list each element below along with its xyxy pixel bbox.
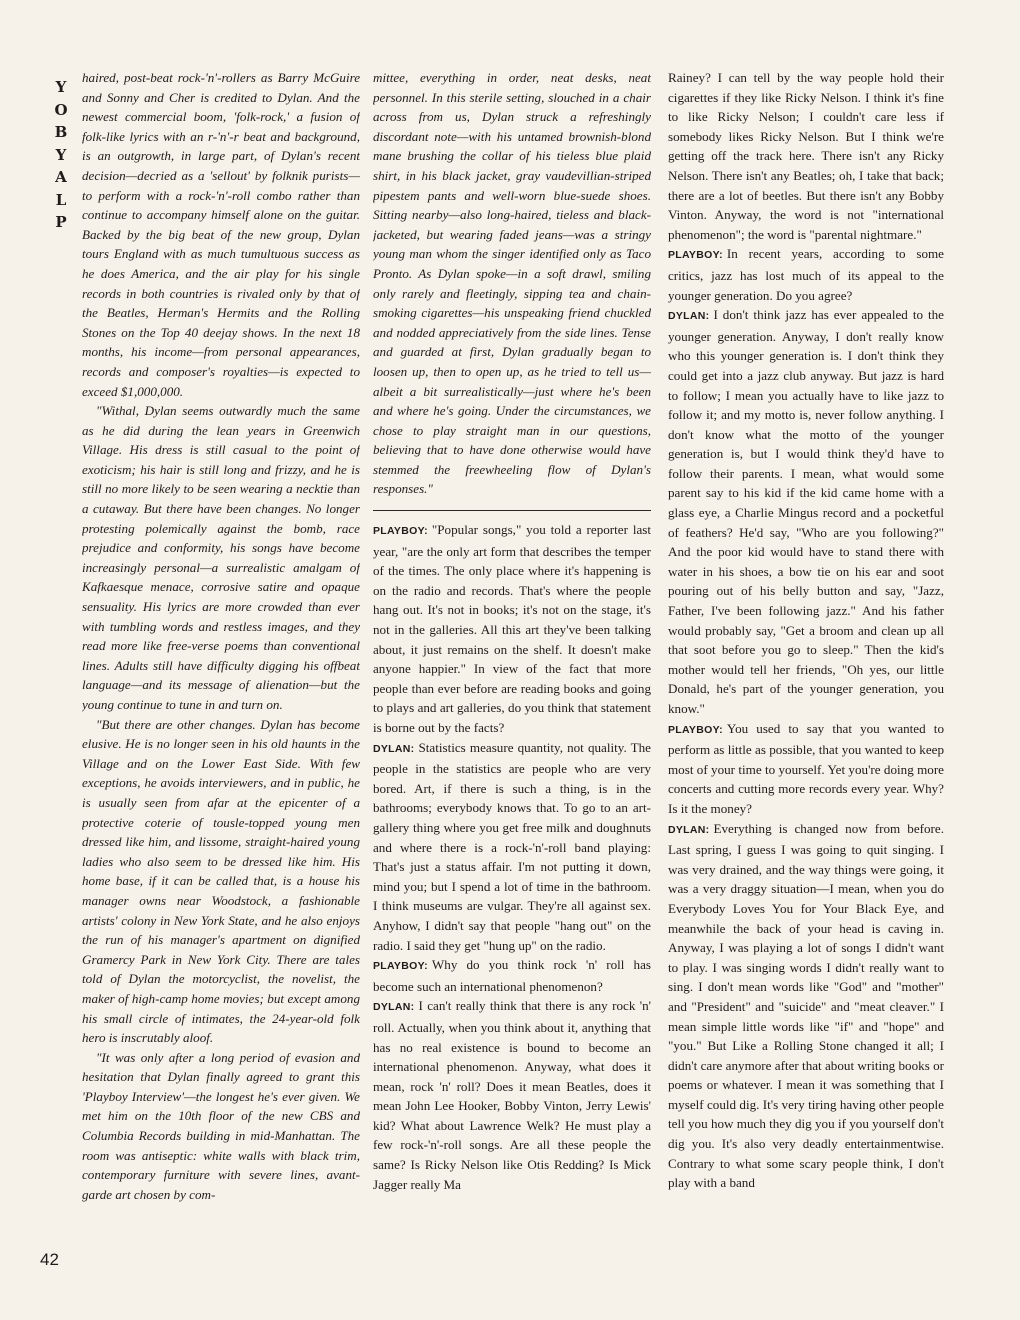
intro-paragraph: "Withal, Dylan seems outwardly much the same as he did during the lean years in Greenwich Village. His dress is still casual to the point of exoticism; his hair is still long and frizzy, and he is still no more likely to be seen wearing a necktie than a cutaway. But there have been changes. No longer protesting polemically against the bomb, race prejudice and conformity, his songs have become increasingly personal—a surrealistic amalgam of Kafkaesque menace, corrosive satire and opaque sensuality. His lyrics are more crowded than ever with tumbling words and restless images, and they read more like free-verse poems than conventional lines. Adults still have difficulty digging his offbeat language—and its message of alienation—but the young continue to tune in and turn on. bbox=[82, 403, 360, 712]
column-3 bbox=[668, 68, 944, 1268]
qa-entry bbox=[668, 719, 944, 819]
page-number: 42 bbox=[40, 1250, 59, 1269]
qa-text: In recent years, according to some critics, jazz has lost much of its appeal to the younger generation. Do you agree? bbox=[668, 246, 944, 303]
qa-text: Everything is changed now from before. Last spring, I guess I was going to quit singing. I was very drained, and the way things were going, it was a very draggy situation—I mean, when you do Everybody Loves You for Your Black Eye, and meanwhile the back of your head is caving in. Anyway, I was playing a lot of songs I didn't want to play. I was singing words I didn't really want to sing. I don't mean words like "God" and "mother" and "President" and "suicide" and "meat cleaver." I mean simple little words like "if" and "hope" and "you." But Like a Rolling Stone changed it all; I didn't care anymore after that about writing books or poems or whatever. I mean it was something that I myself could dig. It's very tiring having other people tell you how much they dig you if you yourself don't dig you. It's also very deadly entertainmentwise. Contrary to what some scary people think, I don't play with a band bbox=[668, 820, 944, 1191]
speaker-label: DYLAN: bbox=[373, 1001, 415, 1014]
qa-entry bbox=[668, 244, 944, 305]
qa-entry bbox=[373, 996, 651, 1194]
intro-paragraph: "But there are other changes. Dylan has become elusive. He is no longer seen in his old haunts in the Village and on the Lower East Side. With few exceptions, he avoids interviewers, and in public, he is usually seen from afar at the epicenter of a protective coterie of tousle-topped young men dressed like him, and lissome, straight-haired young ladies who also seem to be dressed like him. His home base, if it can be called that, is a house his manager owns near Woodstock, a fashionable artists' colony in New York State, and he also enjoys the run of his manager's apartment on dignified Gramercy Park in New York City. There are tales told of Dylan the motorcyclist, the novelist, the maker of high-camp home movies; but except among his small circle of intimates, the 24-year-old folk hero is inscrutably aloof. bbox=[82, 716, 360, 1046]
magazine-letter: L bbox=[55, 190, 67, 209]
qa-text: Statistics measure quantity, not quality. The people in the statistics are people who are very bored. Art, if there is such a thing, is in the bathrooms; everybody knows that. To go to an art-gallery thing where you get free milk and doughnuts and where there is a rock-'n'-roll band playing: That's just a status affair. I'm not putting it down, mind you; but I spend a lot of time in the bathroom. I think museums are vulgar. They're all against sex. Anyhow, I didn't say that people "hang out" on the radio. I said they get "hung up" on the radio. bbox=[373, 739, 651, 953]
speaker-label: DYLAN: bbox=[668, 823, 710, 836]
column-2 bbox=[373, 68, 651, 1268]
intro-paragraph: "It was only after a long period of evasion and hesitation that Dylan finally agreed to grant this 'Playboy Interview'—the longest he's ever given. We met him on the 10th floor of the new CBS and Columbia Records building in mid-Manhattan. The room was antiseptic: white walls with black trim, contemporary furniture with severe lines, avant-garde art chosen by com- bbox=[82, 1049, 360, 1202]
magazine-letter: Y bbox=[55, 78, 67, 96]
magazine-letter: P bbox=[55, 213, 67, 231]
section-divider bbox=[373, 510, 651, 511]
magazine-name-vertical bbox=[44, 76, 78, 234]
speaker-label: PLAYBOY: bbox=[668, 723, 723, 736]
magazine-letter: B bbox=[54, 123, 68, 141]
qa-text: I can't really think that there is any rock 'n' roll. Actually, when you think about it, anything that has no real existence is bound to become an international phenomenon. Anyway, what does it mean, rock 'n' roll? Does it mean Beatles, does it mean John Lee Hooker, Bobby Vinton, Jerry Lewis' kid? What about Lawrence Welk? He must play a few rock-'n'-roll songs. Are all these people the same? Is Ricky Nelson like Otis Redding? Is Mick Jagger really Ma bbox=[373, 998, 651, 1192]
qa-text: I don't think jazz has ever appealed to the younger generation. Anyway, I don't really know who this younger generation is. I don't think they could get into a jazz club anyway. But jazz is hard to follow; I mean you actually have to like jazz to follow it; and my motto is, never follow anything. I don't know what the motto of the younger generation is, but I would think they'd have to follow their parents. I mean, what would some parent say to his kid if the kid came home with a glass eye, a Charlie Mingus record and a pocketful of feathers? He'd say, "Who are you following?" And the poor kid would have to stand there with water in his shoes, a bow tie on his ear and soot pouring out of his belly button and say, "Jazz, Father, I've been following jazz." And his father would probably say, "Get a broom and clean up all that soot before you go to sleep." Then the kid's mother would tell her friends, "Oh yes, our little Donald, he's part of the younger generation, you know." bbox=[668, 307, 944, 716]
speaker-label: PLAYBOY: bbox=[373, 525, 428, 538]
magazine-letter: A bbox=[55, 168, 67, 186]
qa-text: "Popular songs," you told a reporter last year, "are the only art form that describes the temper of the times. The only place where it's happening is on the radio and records. That's where the people hang out. It's not in books; it's not on the stage, it's not in the galleries. All this art they've been talking about, it just remains on the shelf. It doesn't make anyone happier." In view of the fact that more people than ever before are reading books and going to plays and art galleries, do you think that statement is borne out by the facts? bbox=[373, 522, 651, 735]
qa-entry bbox=[373, 520, 651, 738]
qa-entry bbox=[373, 738, 651, 956]
qa-text: You used to say that you wanted to perform as little as possible, that you wanted to keep most of your time to yourself. Yet you're doing more concerts and cutting more records every year. Why? Is it the money? bbox=[668, 720, 944, 816]
speaker-label: PLAYBOY: bbox=[373, 960, 428, 973]
qa-text: Why do you think rock 'n' roll has become such an international phenomenon? bbox=[373, 957, 651, 994]
intro-paragraph: haired, post-beat rock-'n'-rollers as Barry McGuire and Sonny and Cher is credited to Dylan. And the newest commercial boom, 'folk-rock,' a fusion of folk-like lyrics with an r-'n'-r beat and background, is an outgrowth, in large part, of Dylan's recent decision—decried as a 'sellout' by folknik purists—to perform with a rock-'n'-roll combo rather than continue to accompany himself alone on the guitar. Backed by the big beat of the new group, Dylan tours England with as much tumultuous success as he does America, and the air play for his single records in both countries is rivaled only by that of the Beatles, Herman's Hermits and the Rolling Stones on the Top 40 deejay shows. In the next 18 months, his income—from personal appearances, records and composer's royalties—is expected to exceed $1,000,000. bbox=[82, 70, 360, 399]
magazine-letter: Y bbox=[55, 145, 67, 164]
qa-entry bbox=[668, 305, 944, 718]
intro-paragraph: mittee, everything in order, neat desks, neat personnel. In this sterile setting, slouched in a chair across from us, Dylan struck a refreshingly discordant note—with his untamed brownish-blond mane brushing the collar of his tieless blue plaid shirt, in his black jacket, gray vaudevillian-striped pipestem pants and well-worn blue-suede shoes. Sitting nearby—also long-haired, tieless and black-jacketed, but wearing faded jeans—was a stringy young man whom the singer identified only as Taco Pronto. As Dylan spoke—in a soft drawl, smiling only rarely and fleetingly, sipping tea and chain-smoking cigarettes—his unspeaking friend chuckled and nodded appreciatively from the side lines. Tense and guarded at first, Dylan gradually began to loosen up, then to open up, as he tried to tell us—albeit a bit surrealistically—just where he's been and where he's going. Under the circumstances, we chose to play straight man in our questions, believing that to have done otherwise would have stemmed the freewheeling flow of Dylan's responses." bbox=[373, 70, 651, 497]
magazine-letter: O bbox=[54, 100, 68, 119]
qa-entry bbox=[668, 819, 944, 1193]
column-1 bbox=[82, 68, 360, 1268]
speaker-label: DYLAN: bbox=[373, 742, 415, 755]
speaker-label: DYLAN: bbox=[668, 310, 710, 323]
qa-entry bbox=[373, 955, 651, 996]
speaker-label: PLAYBOY: bbox=[668, 249, 723, 262]
qa-continuation: Rainey? I can tell by the way people hold their cigarettes if they like Ricky Nelson. I think it's fine to like Ricky Nelson; I couldn't care less if somebody likes Ricky Nelson. But I think we're getting off the track here. There isn't any Ricky Nelson. There isn't any Beatles; oh, I take that back; there are a lot of beetles. But there isn't any Bobby Vinton. Anyway, the word is not "international phenomenon"; the word is "parental nightmare." bbox=[668, 70, 944, 242]
